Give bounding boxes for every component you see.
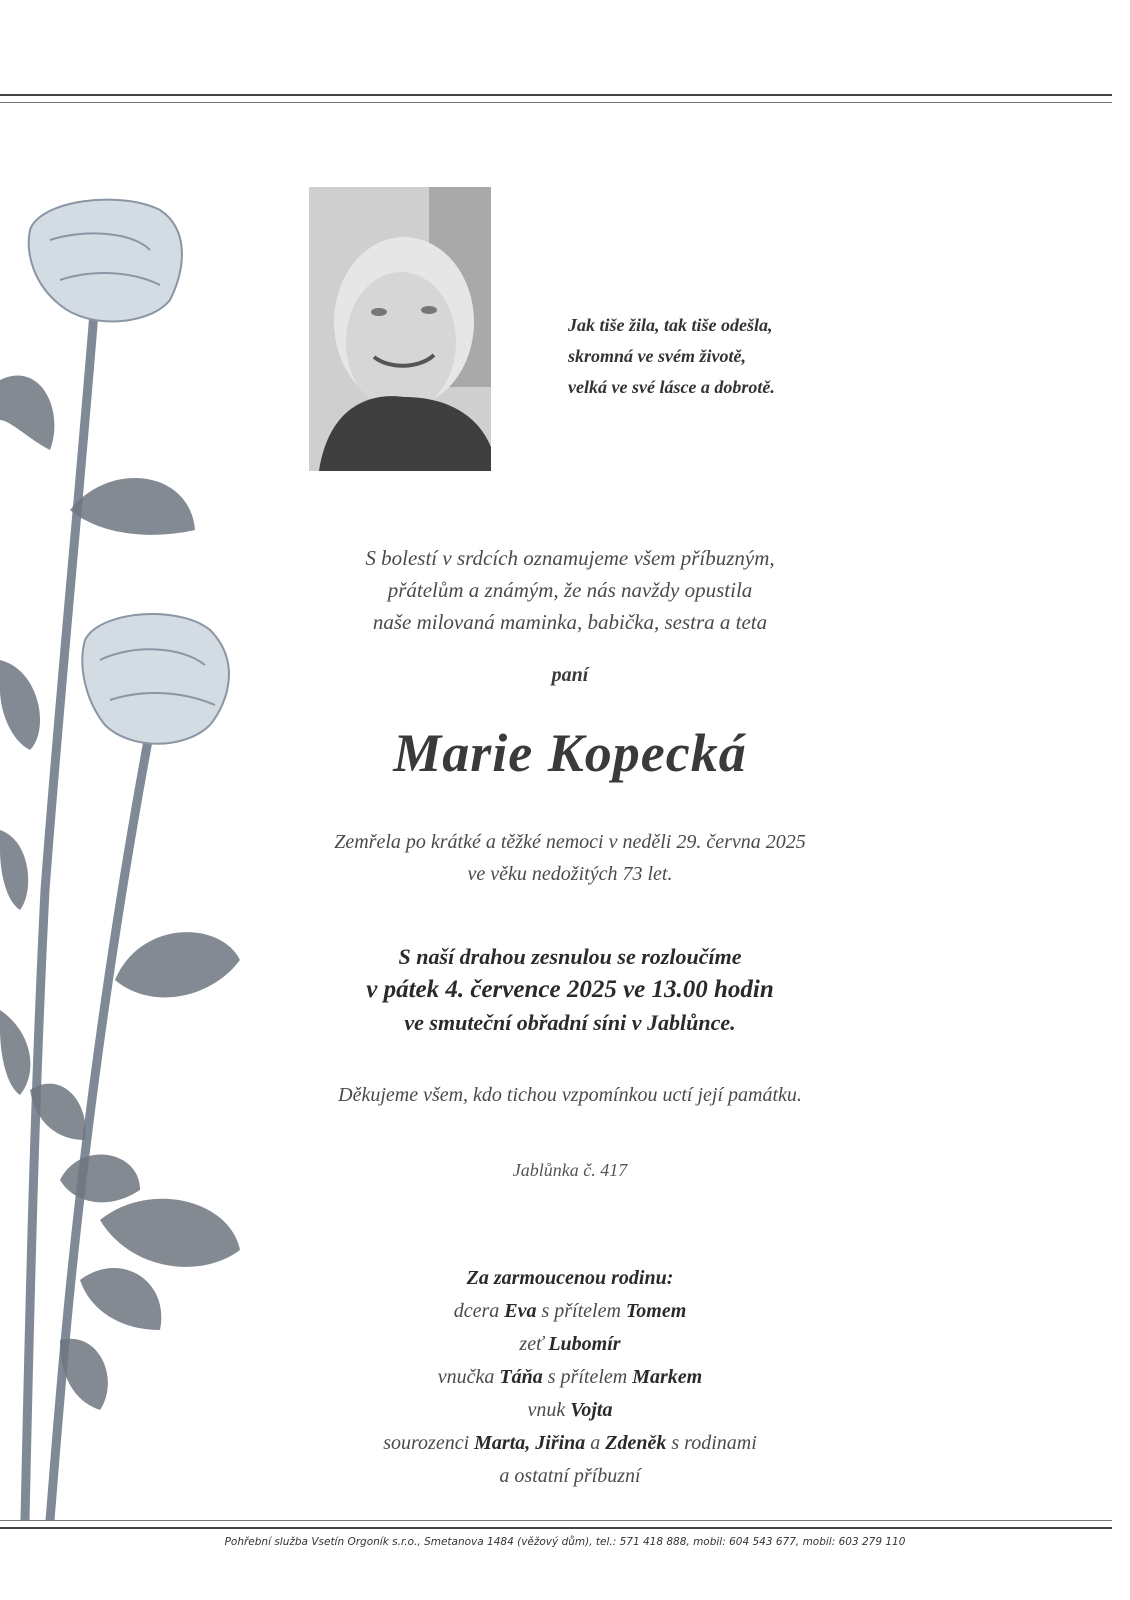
bottom-border-rule [0, 1520, 1112, 1529]
relation-text: s přítelem [542, 1366, 633, 1388]
death-notice [250, 826, 890, 890]
announcement-intro [250, 542, 890, 638]
family-row [250, 1361, 890, 1394]
deceased-name: Marie Kopecká [393, 723, 747, 783]
relative-name: Marta, Jiřina [474, 1432, 586, 1454]
relation-text: dcera [453, 1300, 505, 1322]
family-list [250, 1262, 890, 1493]
relation-text: zeť [519, 1333, 549, 1355]
relation-text: sourozenci [383, 1432, 475, 1454]
farewell-line: S naší drahou zesnulou se rozloučíme [398, 944, 742, 969]
family-heading: Za zarmoucenou rodinu: [466, 1267, 674, 1289]
intro-line: přátelům a známým, že nás navždy opustila [387, 578, 753, 602]
family-row: a ostatní příbuzní [499, 1465, 641, 1487]
relative-name: Lubomír [548, 1333, 621, 1355]
death-line: ve věku nedožitých 73 let. [467, 863, 673, 885]
relation-text: vnučka [437, 1366, 500, 1388]
relative-name: Eva [504, 1300, 537, 1322]
relation-text: a [585, 1432, 606, 1454]
thanks-text: Děkujeme všem, kdo tichou vzpomínkou uctí její památku. [338, 1084, 802, 1106]
relation-text: vnuk [527, 1399, 571, 1421]
address-text: Jablůnka č. 417 [512, 1160, 628, 1180]
quote-line: skromná ve svém životě, [568, 346, 746, 366]
family-row [250, 1394, 890, 1427]
top-border-rule [0, 94, 1112, 103]
quote-line: Jak tiše žila, tak tiše odešla, [568, 315, 773, 335]
portrait-photo [309, 187, 491, 471]
relative-name: Zdeněk [605, 1432, 667, 1454]
death-line: Zemřela po krátké a těžké nemoci v neděli 29. června 2025 [334, 831, 806, 853]
relative-name: Vojta [570, 1399, 613, 1421]
intro-line: naše milovaná maminka, babička, sestra a teta [372, 610, 768, 634]
farewell-details [250, 940, 890, 1039]
intro-line: S bolestí v srdcích oznamujeme všem příbuzným, [365, 546, 775, 570]
quote-line: velká ve své lásce a dobrotě. [568, 377, 775, 397]
family-row [250, 1427, 890, 1460]
memorial-quote [568, 310, 888, 403]
relative-name: Tomem [625, 1300, 687, 1322]
relative-name: Táňa [499, 1366, 543, 1388]
relation-text: s rodinami [666, 1432, 757, 1454]
relation-text: s přítelem [536, 1300, 626, 1322]
roses-decoration [0, 190, 250, 1520]
farewell-datetime: v pátek 4. července 2025 ve 13.00 hodin [366, 976, 774, 1003]
farewell-place: ve smuteční obřadní síni v Jablůnce. [404, 1010, 736, 1035]
family-row [250, 1295, 890, 1328]
family-row [250, 1328, 890, 1361]
funeral-service-footer: Pohřební služba Vsetín Orgoník s.r.o., Smetanova 1484 (věžový dům), tel.: 571 418 888, mobil: 604 543 677, mobil: 603 279 110 [224, 1536, 906, 1548]
title-prefix: paní [551, 664, 589, 686]
relative-name: Markem [632, 1366, 703, 1388]
